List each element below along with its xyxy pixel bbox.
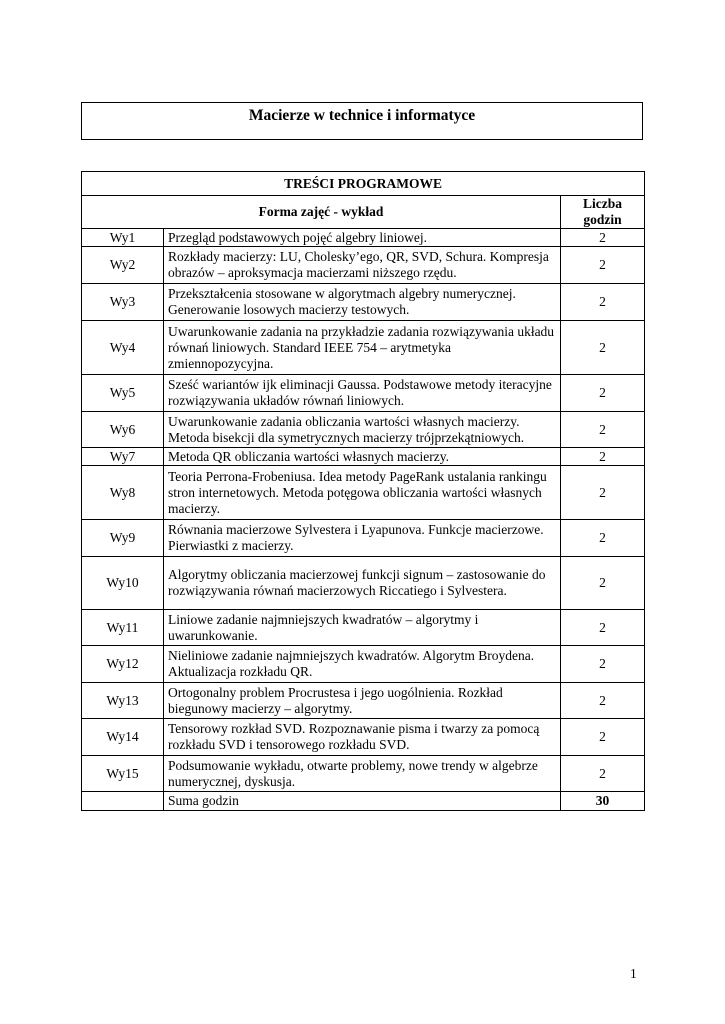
lecture-topic: Nieliniowe zadanie najmniejszych kwadratów. Algorytm Broydena. Aktualizacja rozkładu QR.: [164, 646, 561, 683]
lecture-hours: 2: [561, 756, 645, 792]
lecture-code: Wy11: [82, 610, 164, 646]
sum-empty-cell: [82, 792, 164, 811]
table-row: [82, 375, 645, 412]
lecture-hours: 2: [561, 229, 645, 247]
lecture-hours: 2: [561, 375, 645, 412]
hours-header: Liczba godzin: [561, 196, 645, 229]
lecture-topic: Równania macierzowe Sylvestera i Lyapunova. Funkcje macierzowe. Pierwiastki z macierzy.: [164, 520, 561, 557]
table-row: [82, 229, 645, 247]
section-header: TREŚCI PROGRAMOWE: [82, 172, 645, 196]
lecture-code: Wy3: [82, 284, 164, 321]
lecture-hours: 2: [561, 284, 645, 321]
table-row: [82, 284, 645, 321]
lecture-topic: Teoria Perrona-Frobeniusa. Idea metody PageRank ustalania rankingu stron internetowych. Metoda potęgowa obliczania wartości własnych macierzy.: [164, 466, 561, 520]
lecture-topic: Ortogonalny problem Procrustesa i jego uogólnienia. Rozkład biegunowy macierzy – algorytmy.: [164, 683, 561, 719]
table-row: [82, 448, 645, 466]
lecture-topic: Rozkłady macierzy: LU, Cholesky’ego, QR, SVD, Schura. Kompresja obrazów – aproksymacja macierzami niższego rzędu.: [164, 247, 561, 284]
lecture-hours: 2: [561, 520, 645, 557]
lecture-topic: Uwarunkowanie zadania obliczania wartości własnych macierzy. Metoda bisekcji dla symetrycznych macierzy trójprzekątniowych.: [164, 412, 561, 448]
lecture-topic: Algorytmy obliczania macierzowej funkcji signum – zastosowanie do rozwiązywania równań macierzowych Riccatiego i Sylvestera.: [164, 557, 561, 610]
table-row: [82, 247, 645, 284]
lecture-code: Wy6: [82, 412, 164, 448]
page-number: 1: [630, 966, 637, 981]
program-content-table: [81, 171, 645, 811]
table-row: [82, 557, 645, 610]
lecture-code: Wy5: [82, 375, 164, 412]
lecture-topic: Tensorowy rozkład SVD. Rozpoznawanie pisma i twarzy za pomocą rozkładu SVD i tensorowego rozkładu SVD.: [164, 719, 561, 756]
lecture-hours: 2: [561, 683, 645, 719]
lecture-code: Wy14: [82, 719, 164, 756]
lecture-hours: 2: [561, 412, 645, 448]
lecture-topic: Sześć wariantów ijk eliminacji Gaussa. Podstawowe metody iteracyjne rozwiązywania układów równań liniowych.: [164, 375, 561, 412]
lecture-code: Wy15: [82, 756, 164, 792]
lecture-hours: 2: [561, 466, 645, 520]
lecture-code: Wy7: [82, 448, 164, 466]
sum-value: 30: [561, 792, 645, 811]
lecture-topic: Przegląd podstawowych pojęć algebry liniowej.: [164, 229, 561, 247]
lecture-code: Wy10: [82, 557, 164, 610]
lecture-hours: 2: [561, 610, 645, 646]
table-row: [82, 683, 645, 719]
lecture-topic: Przekształcenia stosowane w algorytmach algebry numerycznej. Generowanie losowych macierzy testowych.: [164, 284, 561, 321]
lecture-code: Wy8: [82, 466, 164, 520]
lecture-code: Wy1: [82, 229, 164, 247]
table-row: [82, 646, 645, 683]
document-title: Macierze w technice i informatyce: [81, 102, 643, 140]
sum-row: [82, 792, 645, 811]
lecture-hours: 2: [561, 646, 645, 683]
lecture-hours: 2: [561, 719, 645, 756]
lecture-topic: Uwarunkowanie zadania na przykładzie zadania rozwiązywania układu równań liniowych. Standard IEEE 754 – arytmetyka zmiennopozycyjna.: [164, 321, 561, 375]
table-row: [82, 412, 645, 448]
sum-label: Suma godzin: [164, 792, 561, 811]
table-row: [82, 719, 645, 756]
table-row: [82, 756, 645, 792]
lecture-hours: 2: [561, 321, 645, 375]
lecture-topic: Liniowe zadanie najmniejszych kwadratów – algorytmy i uwarunkowanie.: [164, 610, 561, 646]
table-row: [82, 520, 645, 557]
lecture-topic: Metoda QR obliczania wartości własnych macierzy.: [164, 448, 561, 466]
lecture-code: Wy13: [82, 683, 164, 719]
column-header-row: [82, 196, 645, 229]
lecture-code: Wy9: [82, 520, 164, 557]
lecture-hours: 2: [561, 247, 645, 284]
lecture-code: Wy2: [82, 247, 164, 284]
table-row: [82, 610, 645, 646]
lecture-code: Wy12: [82, 646, 164, 683]
lecture-hours: 2: [561, 448, 645, 466]
section-header-row: [82, 172, 645, 196]
table-row: [82, 466, 645, 520]
lecture-hours: 2: [561, 557, 645, 610]
lecture-topic: Podsumowanie wykładu, otwarte problemy, nowe trendy w algebrze numerycznej, dyskusja.: [164, 756, 561, 792]
table-row: [82, 321, 645, 375]
form-header: Forma zajęć - wykład: [82, 196, 561, 229]
lecture-code: Wy4: [82, 321, 164, 375]
